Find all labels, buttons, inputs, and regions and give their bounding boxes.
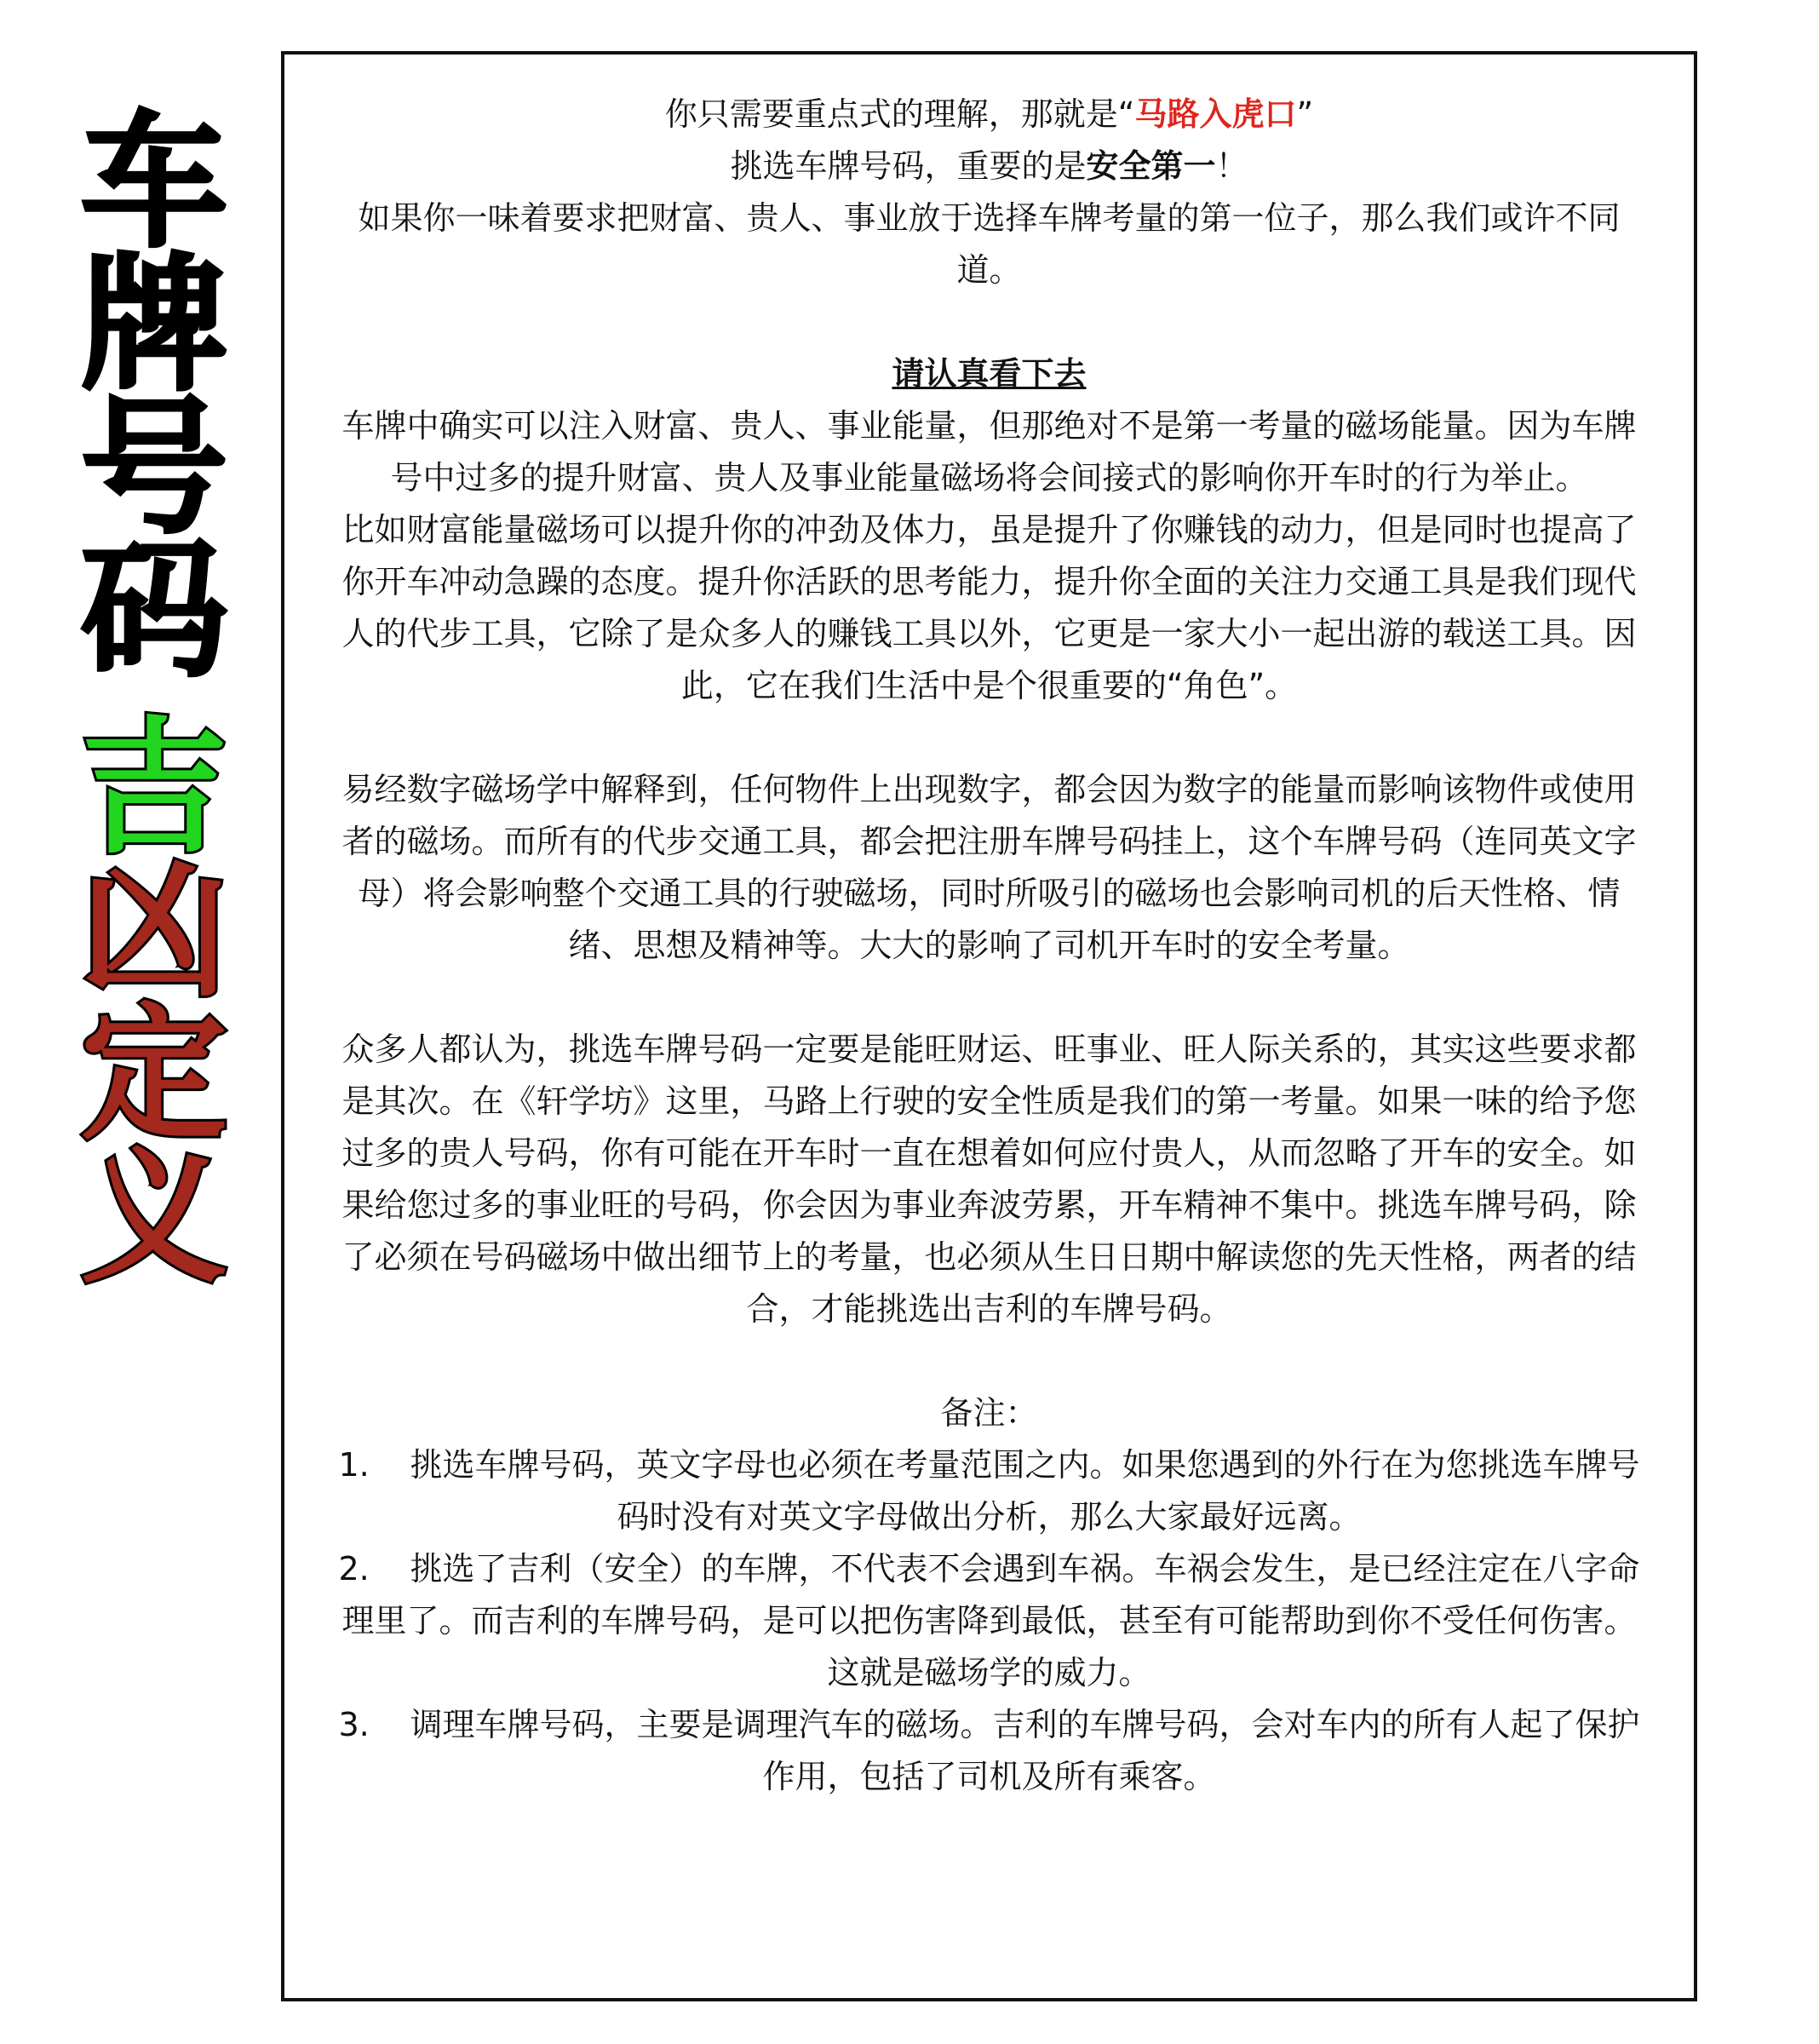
intro-highlight: 马路入虎口 [1134,95,1297,133]
note-number: 3. [338,1706,370,1743]
spacer [329,296,1650,348]
intro-line-2-prefix: 挑选车牌号码，重要的是 [730,147,1087,185]
intro-line-2 [329,141,1650,192]
title-char-1: 车 [81,96,227,267]
title-char-3: 号 [81,382,227,554]
note-number: 2. [338,1550,370,1588]
spacer [329,1335,1650,1387]
intro-line-1-suffix: ” [1296,95,1314,133]
vertical-title [73,96,235,1303]
spacer [329,972,1650,1024]
section1-paragraph-1: 车牌中确实可以注入财富、贵人、事业能量，但那绝对不是第一考量的磁场能量。因为车牌号中过多的提升财富、贵人及事业能量磁场将会间接式的影响你开车时的行为举止。 [341,407,1637,497]
section-heading: 请认真看下去 [892,355,1087,393]
note-text: 挑选车牌号码，英文字母也必须在考量范围之内。如果您遇到的外行在为您挑选车牌号码时没有对英文字母做出分析，那么大家最好远离。 [410,1446,1640,1536]
title-char-4: 码 [81,525,227,697]
intro-line-2-suffix: ！ [1215,147,1248,185]
note-item-1 [329,1439,1650,1543]
note-item-2 [329,1543,1650,1699]
notes-title: 备注： [940,1394,1038,1432]
title-char-6: 凶 [81,846,227,1017]
title-char-7: 定 [81,989,227,1160]
section2-paragraph: 易经数字磁场学中解释到，任何物件上出现数字，都会因为数字的能量而影响该物件或使用者的磁场。而所有的代步交通工具，都会把注册车牌号码挂上，这个车牌号码（连同英文字母）将会影响整个交通工具的行驶磁场，同时所吸引的磁场也会影响司机的后天性格、情绪、思想及精神等。大大的影响了司机开车时的安全考量。 [341,771,1637,964]
section1-paragraph-2: 比如财富能量磁场可以提升你的冲劲及体力，虽是提升了你赚钱的动力，但是同时也提高了你开车冲动急躁的态度。提升你活跃的思考能力，提升你全面的关注力交通工具是我们现代人的代步工具，它除了是众多人的赚钱工具以外，它更是一家大小一起出游的载送工具。因此，它在我们生活中是个很重要的“角色”。 [341,511,1637,704]
title-char-5: 吉 [81,703,227,874]
note-item-3 [329,1699,1650,1803]
note-text: 调理车牌号码，主要是调理汽车的磁场。吉利的车牌号码，会对车内的所有人起了保护作用，包括了司机及所有乘客。 [410,1706,1640,1795]
intro-bold: 安全第一 [1086,147,1216,185]
title-char-2: 牌 [81,239,227,411]
spacer [329,712,1650,764]
intro-line-3: 如果你一味着要求把财富、贵人、事业放于选择车牌考量的第一位子，那么我们或许不同道。 [358,199,1621,289]
content-box [281,51,1697,2001]
note-text: 挑选了吉利（安全）的车牌，不代表不会遇到车祸。车祸会发生，是已经注定在八字命理里了。而吉利的车牌号码，是可以把伤害降到最低，甚至有可能帮助到你不受任何伤害。这就是磁场学的威力。 [341,1550,1640,1691]
intro-line-1-prefix: 你只需要重点式的理解，那就是“ [664,95,1135,133]
note-number: 1. [338,1446,370,1484]
title-char-8: 义 [81,1132,227,1303]
intro-line-1 [329,89,1650,141]
section3-paragraph: 众多人都认为，挑选车牌号码一定要是能旺财运、旺事业、旺人际关系的，其实这些要求都是其次。在《轩学坊》这里，马路上行驶的安全性质是我们的第一考量。如果一味的给予您过多的贵人号码，你有可能在开车时一直在想着如何应付贵人，从而忽略了开车的安全。如果给您过多的事业旺的号码，你会因为事业奔波劳累，开车精神不集中。挑选车牌号码，除了必须在号码磁场中做出细节上的考量，也必须从生日日期中解读您的先天性格，两者的结合，才能挑选出吉利的车牌号码。 [341,1031,1637,1328]
